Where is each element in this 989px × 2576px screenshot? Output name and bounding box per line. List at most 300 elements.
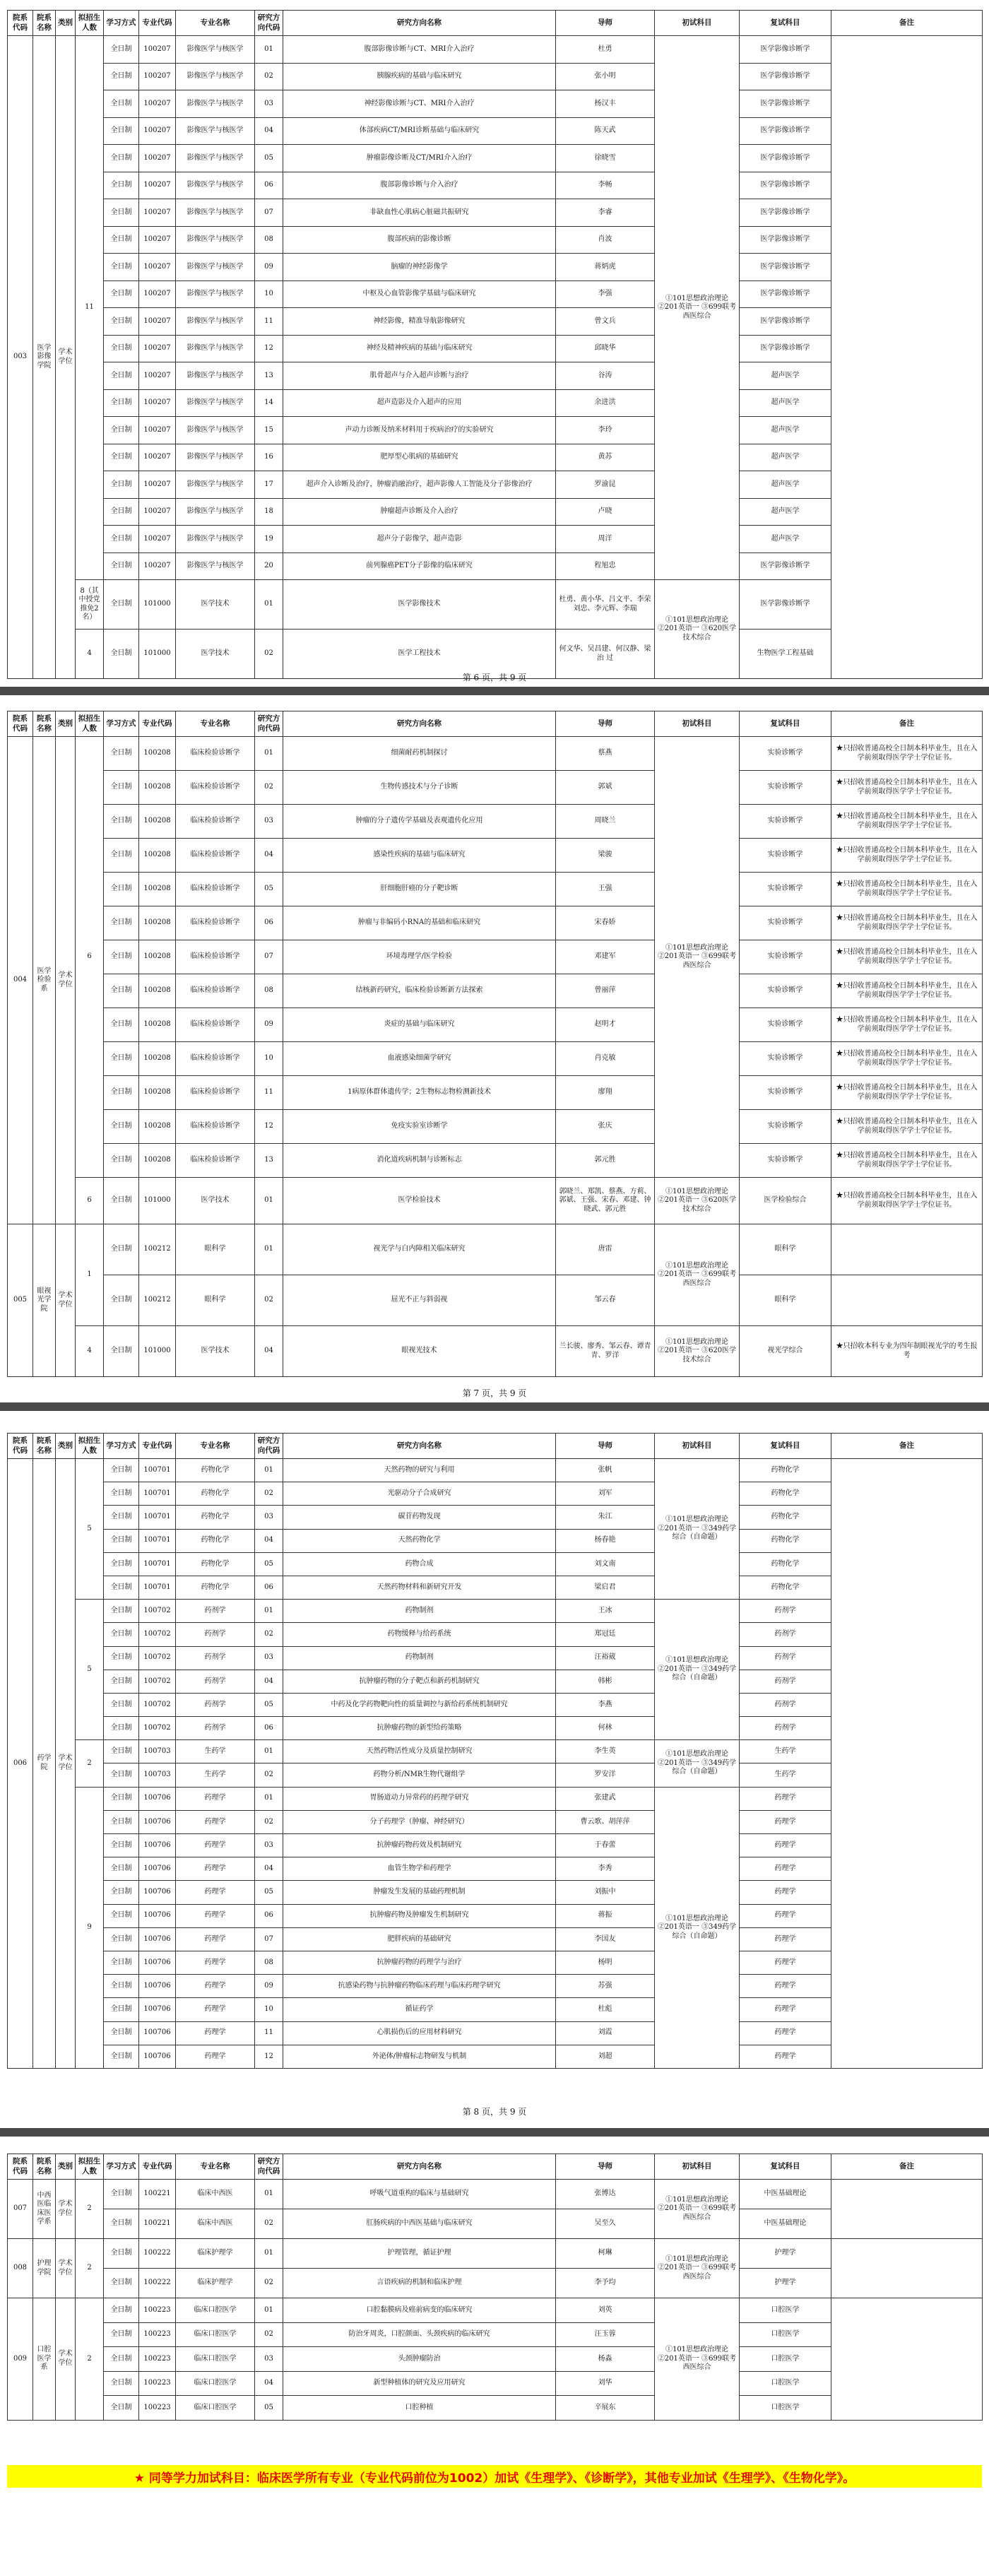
retest-subject-cell: 医学影像诊断学 [740,254,831,281]
admission-table [7,10,983,679]
direction-name-cell: 外泌体/肿瘤标志物研发与机制 [283,2045,556,2068]
study-mode-cell: 全日制 [104,90,139,118]
retest-subject-cell: 中医基础理论 [740,2209,831,2239]
study-mode-cell: 全日制 [104,308,139,336]
study-mode-cell: 全日制 [104,1110,139,1144]
study-mode-cell: 全日制 [104,1763,139,1787]
sheet-page-6 [7,10,982,679]
direction-code-cell: 02 [255,2269,283,2298]
retest-subject-cell: 药理学 [740,1787,831,1810]
major-name-cell: 药物化学 [176,1459,255,1482]
direction-code-cell: 03 [255,1834,283,1857]
supervisor-cell: 蒋炳虎 [556,254,655,281]
direction-code-cell: 01 [255,2180,283,2209]
major-code-cell: 100706 [139,2045,176,2068]
exam-subjects-cell: ①101思想政治理论 ②201英语一 ③349药学综合（自命题） [655,1787,740,2068]
table-row [8,737,983,771]
remark-cell: ★只招收普通高校全日制本科毕业生，且在入学前须取得医学学士学位证书。 [831,940,983,974]
supervisor-cell: 刘军 [556,1482,655,1506]
direction-code-cell: 03 [255,805,283,839]
direction-code-cell: 02 [255,1810,283,1833]
direction-name-cell: 屈光不正与斜弱视 [283,1275,556,1326]
major-name-cell: 临床检验诊断学 [176,940,255,974]
exam-subjects-cell: ①101思想政治理论 ②201英语一 ③699联考西医综合 [655,36,740,580]
dept-code-cell: 008 [8,2239,33,2298]
study-mode-cell: 全日制 [104,335,139,362]
study-mode-cell: 全日制 [104,1693,139,1716]
dept-code-cell: 006 [8,1459,33,2069]
supervisor-cell: 李生英 [556,1740,655,1763]
direction-name-cell: 口腔黏膜病及癌前病变的临床研究 [283,2298,556,2323]
direction-name-cell: 声动力诊断及纳米材料用于疾病治疗的实验研究 [283,417,556,444]
direction-code-cell: 13 [255,1144,283,1178]
supervisor-cell: 杜勇、黄小华、吕文平、李荣 刘忠、李元辉、李瑞 [556,580,655,630]
study-mode-cell: 全日制 [104,389,139,417]
major-code-cell: 100703 [139,1763,176,1787]
major-code-cell: 100222 [139,2239,176,2269]
direction-code-cell: 11 [255,2021,283,2045]
major-name-cell: 影像医学与核医学 [176,498,255,526]
study-mode-cell: 全日制 [104,1008,139,1042]
direction-name-cell: 胰腺疾病的基础与临床研究 [283,63,556,90]
column-header: 专业名称 [176,1434,255,1459]
direction-code-cell: 01 [255,2298,283,2323]
major-code-cell: 100706 [139,2021,176,2045]
supervisor-cell: 李国友 [556,1927,655,1951]
major-code-cell: 100208 [139,974,176,1008]
study-mode-cell: 全日制 [104,280,139,308]
direction-code-cell: 08 [255,974,283,1008]
direction-code-cell: 05 [255,1881,283,1904]
direction-name-cell: 前列腺癌PET分子影像的临床研究 [283,553,556,580]
major-name-cell: 影像医学与核医学 [176,226,255,254]
supervisor-cell: 曾丽萍 [556,974,655,1008]
study-mode-cell: 全日制 [104,839,139,873]
direction-name-cell: 肛肠疾病的中西医基础与临床研究 [283,2209,556,2239]
supervisor-cell: 余进洪 [556,389,655,417]
direction-code-cell: 02 [255,1623,283,1646]
column-header: 拟招生人数 [76,711,104,737]
direction-code-cell: 05 [255,145,283,172]
supervisor-cell: 郭斌 [556,771,655,805]
column-header: 复试科目 [740,2154,831,2180]
major-code-cell: 100207 [139,389,176,417]
supervisor-cell: 陈天武 [556,117,655,145]
supervisor-cell: 徐晓雪 [556,145,655,172]
column-header: 导师 [556,11,655,36]
direction-code-cell: 05 [255,873,283,906]
column-header: 初试科目 [655,711,740,737]
retest-subject-cell: 药理学 [740,1975,831,1998]
major-name-cell: 临床检验诊断学 [176,1110,255,1144]
major-code-cell: 100207 [139,335,176,362]
remark-cell: ★只招收普通高校全日制本科毕业生，且在入学前须取得医学学士学位证书。 [831,974,983,1008]
table-row [8,36,983,64]
major-name-cell: 医学技术 [176,630,255,679]
direction-code-cell: 01 [255,1600,283,1623]
supervisor-cell: 李燕 [556,1693,655,1716]
direction-code-cell: 01 [255,1224,283,1275]
retest-subject-cell: 实验诊断学 [740,771,831,805]
direction-code-cell: 01 [255,1740,283,1763]
study-mode-cell: 全日制 [104,1275,139,1326]
direction-name-cell: 环境毒理学/医学检验 [283,940,556,974]
sheet-page-7 [7,711,982,1377]
direction-code-cell: 04 [255,839,283,873]
direction-code-cell: 03 [255,1506,283,1529]
major-code-cell: 100207 [139,63,176,90]
dept-name-cell: 药学院 [33,1459,56,2069]
remark-cell: ★只招收普通高校全日制本科毕业生，且在入学前须取得医学学士学位证书。 [831,1008,983,1042]
major-code-cell: 100208 [139,906,176,940]
direction-code-cell: 07 [255,199,283,227]
study-mode-cell: 全日制 [104,117,139,145]
major-code-cell: 100207 [139,362,176,390]
retest-subject-cell: 实验诊断学 [740,1144,831,1178]
retest-subject-cell: 药剂学 [740,1623,831,1646]
study-mode-cell: 全日制 [104,2239,139,2269]
retest-subject-cell: 超声医学 [740,498,831,526]
direction-name-cell: 肿瘤与非编码小RNA的基础和临床研究 [283,906,556,940]
equivalent-exam-banner: ★ 同等学力加试科目：临床医学所有专业（专业代码前位为1002）加试《生理学》、《诊断学》，其他专业加试《生理学》、《生物化学》。 [7,2465,982,2488]
major-name-cell: 临床检验诊断学 [176,974,255,1008]
sheet-page-8 [7,1433,982,2069]
supervisor-cell: 宋春娇 [556,906,655,940]
remark-cell: ★只招收普通高校全日制本科毕业生，且在入学前须取得医学学士学位证书。 [831,906,983,940]
retest-subject-cell: 口腔医学 [740,2298,831,2323]
study-mode-cell: 全日制 [104,737,139,771]
column-header: 专业代码 [139,11,176,36]
dept-name-cell: 医学检验系 [33,737,56,1224]
quota-cell: 5 [76,1459,104,1600]
direction-code-cell: 19 [255,526,283,553]
direction-code-cell: 02 [255,2322,283,2347]
supervisor-cell: 韩彬 [556,1670,655,1693]
retest-subject-cell: 眼科学 [740,1224,831,1275]
retest-subject-cell: 口腔医学 [740,2347,831,2372]
table-cell: 视光学综合 [740,1326,831,1377]
retest-subject-cell: 医学影像诊断学 [740,63,831,90]
retest-subject-cell: 生药学 [740,1740,831,1763]
study-mode-cell: 全日制 [104,1529,139,1552]
major-name-cell: 影像医学与核医学 [176,199,255,227]
quota-cell: 5 [76,1600,104,1740]
page-footer: 第 8 页，共 9 页 [462,2107,527,2117]
supervisor-cell: 汪裕葳 [556,1646,655,1670]
direction-name-cell: 肌骨超声与介入超声诊断与治疗 [283,362,556,390]
supervisor-cell: 刘英 [556,2298,655,2323]
major-code-cell: 100702 [139,1600,176,1623]
column-header: 复试科目 [740,1434,831,1459]
direction-name-cell: 肿瘤影像诊断及CT/MRI介入治疗 [283,145,556,172]
major-name-cell: 影像医学与核医学 [176,172,255,199]
direction-code-cell: 01 [255,36,283,64]
direction-name-cell: 腹部影像诊断与CT、MRI介入治疗 [283,36,556,64]
major-code-cell: 100207 [139,471,176,499]
supervisor-cell: 刘华 [556,2371,655,2396]
direction-name-cell: 肿瘤的分子遗传学基础及表观遗传化应用 [283,805,556,839]
supervisor-cell: 苏强 [556,1975,655,1998]
major-name-cell: 药理学 [176,1998,255,2021]
direction-code-cell: 01 [255,1787,283,1810]
column-header: 院系名称 [33,1434,56,1459]
study-mode-cell: 全日制 [104,1326,139,1377]
major-name-cell: 生药学 [176,1763,255,1787]
major-code-cell: 100223 [139,2298,176,2323]
column-header: 初试科目 [655,1434,740,1459]
study-mode-cell: 全日制 [104,417,139,444]
major-name-cell: 药理学 [176,1810,255,1833]
major-code-cell: 100706 [139,1810,176,1833]
supervisor-cell: 周洋 [556,526,655,553]
major-name-cell: 影像医学与核医学 [176,362,255,390]
direction-code-cell: 02 [255,2209,283,2239]
direction-name-cell: 医学工程技术 [283,630,556,679]
direction-code-cell: 01 [255,2239,283,2269]
major-name-cell: 眼科学 [176,1275,255,1326]
study-mode-cell: 全日制 [104,362,139,390]
direction-code-cell: 06 [255,1904,283,1927]
major-code-cell: 100207 [139,226,176,254]
major-name-cell: 临床口腔医学 [176,2371,255,2396]
major-code-cell: 100702 [139,1693,176,1716]
supervisor-cell: 汪玉蓉 [556,2322,655,2347]
study-mode-cell: 全日制 [104,1834,139,1857]
supervisor-cell: 廖翔 [556,1076,655,1110]
study-mode-cell: 全日制 [104,1904,139,1927]
major-code-cell: 100207 [139,526,176,553]
major-name-cell: 临床中西医 [176,2209,255,2239]
table-row [8,839,983,873]
supervisor-cell: 张帆 [556,1459,655,1482]
column-header: 类别 [56,1434,76,1459]
major-name-cell: 药物化学 [176,1552,255,1576]
major-code-cell: 100212 [139,1275,176,1326]
direction-code-cell: 01 [255,1459,283,1482]
study-mode-cell: 全日制 [104,471,139,499]
study-mode-cell: 全日制 [104,1717,139,1740]
direction-name-cell: 免疫实验室诊断学 [283,1110,556,1144]
quota-cell: 4 [76,630,104,679]
study-mode-cell: 全日制 [104,526,139,553]
direction-name-cell: 抗肿瘤药物及肿瘤发生机制研究 [283,1904,556,1927]
direction-name-cell: 神经及精神疾病的基础与临床研究 [283,335,556,362]
major-name-cell: 临床检验诊断学 [176,1008,255,1042]
major-name-cell: 药理学 [176,1834,255,1857]
dept-code-cell: 003 [8,36,33,679]
supervisor-cell: 张建武 [556,1787,655,1810]
direction-name-cell: 药物分析/NMR生物代谢组学 [283,1763,556,1787]
supervisor-cell: 于春蕾 [556,1834,655,1857]
study-mode-cell: 全日制 [104,1600,139,1623]
retest-subject-cell: 生药学 [740,1763,831,1787]
major-name-cell: 临床护理学 [176,2239,255,2269]
retest-subject-cell: 超声医学 [740,444,831,471]
supervisor-cell: 何文华、吴昌建、何汉静、梁治 过 [556,630,655,679]
quota-cell: 6 [76,737,104,1178]
major-name-cell: 药理学 [176,1975,255,1998]
study-mode-cell: 全日制 [104,2021,139,2045]
major-code-cell: 100207 [139,280,176,308]
category-cell: 学术学位 [56,36,76,679]
column-header: 复试科目 [740,11,831,36]
major-code-cell: 100208 [139,873,176,906]
direction-code-cell: 02 [255,1482,283,1506]
dept-name-cell: 中西医临床医学系 [33,2180,56,2239]
exam-subjects-cell: ①101思想政治理论 ②201英语一 ③699联考西医综合 [655,1224,740,1326]
study-mode-cell: 全日制 [104,2269,139,2298]
column-header: 院系代码 [8,711,33,737]
study-mode-cell: 全日制 [104,2371,139,2396]
major-code-cell: 100212 [139,1224,176,1275]
direction-name-cell: 体部疾病CT/MRI诊断基础与临床研究 [283,117,556,145]
study-mode-cell: 全日制 [104,63,139,90]
retest-subject-cell: 超声医学 [740,526,831,553]
major-code-cell: 100706 [139,1834,176,1857]
retest-subject-cell: 药剂学 [740,1693,831,1716]
direction-name-cell: 感染性疾病的基础与临床研究 [283,839,556,873]
study-mode-cell: 全日制 [104,498,139,526]
major-name-cell: 影像医学与核医学 [176,117,255,145]
major-code-cell: 100223 [139,2371,176,2396]
column-header: 院系代码 [8,11,33,36]
remark-cell [831,1275,983,1326]
major-name-cell: 临床检验诊断学 [176,771,255,805]
column-header: 类别 [56,2154,76,2180]
direction-code-cell: 03 [255,1646,283,1670]
direction-code-cell: 15 [255,417,283,444]
retest-subject-cell: 药物化学 [740,1529,831,1552]
supervisor-cell: 唐雷 [556,1224,655,1275]
retest-subject-cell: 口腔医学 [740,2396,831,2421]
category-cell: 学术学位 [56,1459,76,2069]
exam-subjects-cell: ①101思想政治理论 ②201英语一 ③699联考西医综合 [655,2180,740,2239]
major-name-cell: 临床检验诊断学 [176,906,255,940]
retest-subject-cell: 医学影像诊断学 [740,36,831,64]
major-code-cell: 101000 [139,630,176,679]
direction-code-cell: 18 [255,498,283,526]
major-name-cell: 临床口腔医学 [176,2396,255,2421]
major-code-cell: 100222 [139,2269,176,2298]
exam-subjects-cell: ①101思想政治理论 ②201英语一 ③620医学技术综合 [655,1326,740,1377]
dept-code-cell: 004 [8,737,33,1224]
column-header: 学习方式 [104,2154,139,2180]
study-mode-cell: 全日制 [104,1787,139,1810]
supervisor-cell: 曾文兵 [556,308,655,336]
study-mode-cell: 全日制 [104,1810,139,1833]
column-header: 初试科目 [655,11,740,36]
study-mode-cell: 全日制 [104,1552,139,1576]
direction-name-cell: 天然药物活性成分及质量控制研究 [283,1740,556,1763]
column-header: 备注 [831,1434,983,1459]
supervisor-cell: 杨春艳 [556,1529,655,1552]
study-mode-cell: 全日制 [104,2396,139,2421]
study-mode-cell: 全日制 [104,2298,139,2323]
column-header: 专业名称 [176,2154,255,2180]
column-header: 院系代码 [8,1434,33,1459]
direction-name-cell: 抗肿瘤药物的分子靶点和新药机制研究 [283,1670,556,1693]
admission-table [7,711,983,1377]
remark-cell: ★只招收普通高校全日制本科毕业生，且在入学前须取得医学学士学位证书。 [831,873,983,906]
table-cell: 101000 [139,1178,176,1224]
retest-subject-cell: 药物化学 [740,1576,831,1599]
table-cell: 眼视光技术 [283,1326,556,1377]
major-code-cell: 100208 [139,1110,176,1144]
major-code-cell: 100701 [139,1576,176,1599]
column-header: 院系名称 [33,2154,56,2180]
study-mode-cell: 全日制 [104,1857,139,1881]
table-cell: 医学技术 [176,1178,255,1224]
table-row [8,1178,983,1224]
table-row [8,771,983,805]
direction-code-cell: 17 [255,471,283,499]
direction-code-cell: 10 [255,1042,283,1076]
supervisor-cell: 赵明才 [556,1008,655,1042]
direction-name-cell: 炎症的基础与临床研究 [283,1008,556,1042]
major-name-cell: 影像医学与核医学 [176,444,255,471]
supervisor-cell: 肖克敏 [556,1042,655,1076]
retest-subject-cell: 实验诊断学 [740,1076,831,1110]
column-header: 导师 [556,711,655,737]
major-code-cell: 100208 [139,771,176,805]
supervisor-cell: 刘振中 [556,1881,655,1904]
direction-name-cell: 超声分子影像学，超声造影 [283,526,556,553]
column-header: 研究方向代码 [255,11,283,36]
study-mode-cell: 全日制 [104,1998,139,2021]
supervisor-cell: 周晓兰 [556,805,655,839]
supervisor-cell: 肖波 [556,226,655,254]
major-name-cell: 临床检验诊断学 [176,873,255,906]
direction-code-cell: 09 [255,1975,283,1998]
direction-name-cell: 碳苷药物发现 [283,1506,556,1529]
major-code-cell: 100207 [139,145,176,172]
direction-name-cell: 非缺血性心肌病心脏磁共振研究 [283,199,556,227]
study-mode-cell: 全日制 [104,805,139,839]
direction-name-cell: 抗肿瘤药物的药理学与治疗 [283,1951,556,1974]
admission-table [7,2153,983,2421]
retest-subject-cell: 实验诊断学 [740,737,831,771]
page-separator [0,2128,989,2137]
column-header: 专业名称 [176,11,255,36]
major-code-cell: 100701 [139,1552,176,1576]
direction-name-cell: 中枢及心血管影像学基础与临床研究 [283,280,556,308]
major-name-cell: 药剂学 [176,1670,255,1693]
study-mode-cell: 全日制 [104,2347,139,2372]
major-code-cell: 100706 [139,1787,176,1810]
major-name-cell: 影像医学与核医学 [176,389,255,417]
major-code-cell: 100706 [139,1975,176,1998]
major-code-cell: 100208 [139,839,176,873]
supervisor-cell: 刘超 [556,2045,655,2068]
direction-code-cell: 06 [255,1717,283,1740]
retest-subject-cell: 实验诊断学 [740,1042,831,1076]
retest-subject-cell: 药物化学 [740,1552,831,1576]
direction-code-cell: 01 [255,580,283,630]
retest-subject-cell: 药理学 [740,1834,831,1857]
direction-code-cell: 08 [255,1951,283,1974]
major-name-cell: 影像医学与核医学 [176,335,255,362]
study-mode-cell: 全日制 [104,974,139,1008]
direction-code-cell: 04 [255,2371,283,2396]
remark-cell: ★只招收普通高校全日制本科毕业生，且在入学前须取得医学学士学位证书。 [831,839,983,873]
direction-code-cell: 02 [255,771,283,805]
column-header: 研究方向名称 [283,1434,556,1459]
major-name-cell: 药剂学 [176,1717,255,1740]
major-code-cell: 100207 [139,417,176,444]
major-name-cell: 药理学 [176,1951,255,1974]
page-separator [0,1402,989,1411]
major-name-cell: 药物化学 [176,1576,255,1599]
